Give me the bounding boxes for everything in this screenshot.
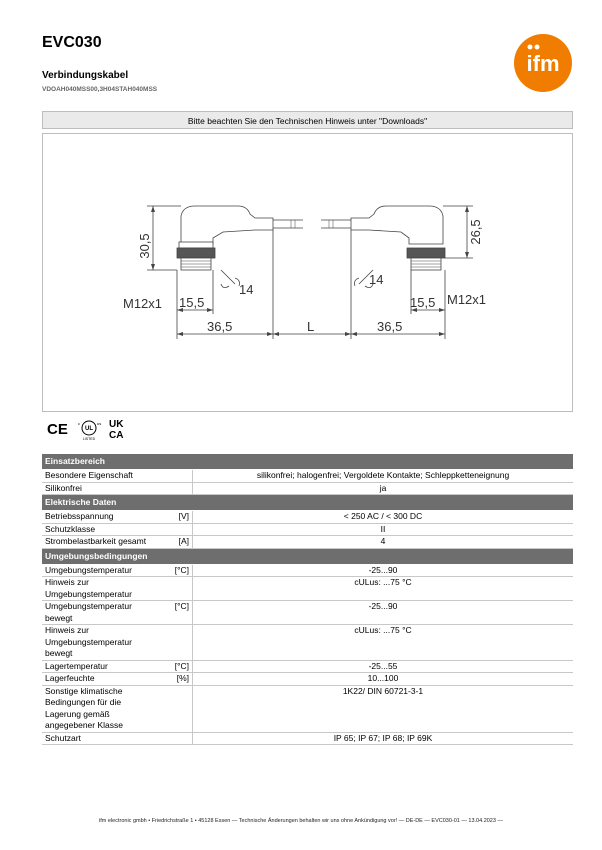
- row-value: cULus: ...75 °C: [193, 577, 574, 601]
- table-row: [42, 536, 573, 549]
- row-label: Umgebungstemperatur bewegt: [42, 601, 168, 625]
- wrench-left-label: 14: [239, 282, 254, 297]
- row-value: silikonfrei; halogenfrei; Vergoldete Kontakte; Schleppketteneignung: [193, 470, 574, 483]
- row-label: Umgebungstemperatur: [42, 564, 168, 577]
- ukca-mark-bottom: CA: [109, 430, 124, 441]
- row-value: -25...90: [193, 601, 574, 625]
- dim-left-height: 30,5: [137, 233, 152, 259]
- row-value: < 250 AC / < 300 DC: [193, 511, 574, 524]
- section-title: Elektrische Daten: [42, 495, 573, 511]
- section-header: [42, 548, 573, 564]
- row-unit: [%]: [168, 673, 193, 686]
- row-label: Schutzklasse: [42, 523, 168, 536]
- row-unit: [168, 482, 193, 495]
- row-value: 1K22/ DIN 60721-3-1: [193, 685, 574, 732]
- dim-right-small: 15,5: [410, 295, 436, 310]
- thread-left-label: M12x1: [123, 296, 163, 311]
- certification-marks: [45, 417, 135, 441]
- table-row: [42, 625, 573, 661]
- row-unit: [168, 685, 193, 732]
- row-value: 10...100: [193, 673, 574, 686]
- row-label: Lagerfeuchte: [42, 673, 168, 686]
- row-label: Betriebsspannung: [42, 511, 168, 524]
- ce-mark: CE: [47, 421, 68, 438]
- row-label: Strombelastbarkeit gesamt: [42, 536, 168, 549]
- wrench-right-label: 14: [369, 272, 384, 287]
- row-label: Sonstige klimatische Bedingungen für die Lagerung gemäß angegebener Klasse: [42, 685, 168, 732]
- notice-banner: Bitte beachten Sie den Technischen Hinweis unter "Downloads": [42, 111, 573, 129]
- table-row: [42, 673, 573, 686]
- svg-text:us: us: [97, 421, 102, 426]
- row-value: -25...90: [193, 564, 574, 577]
- row-label: Lagertemperatur: [42, 660, 168, 673]
- row-label: Hinweis zur Umgebungstemperatur bewegt: [42, 625, 168, 661]
- table-row: [42, 601, 573, 625]
- row-unit: [°C]: [168, 564, 193, 577]
- row-unit: [168, 625, 193, 661]
- row-label: Besondere Eigenschaft: [42, 470, 168, 483]
- row-value: -25...55: [193, 660, 574, 673]
- section-header: [42, 454, 573, 470]
- specification-table: [42, 454, 573, 745]
- row-unit: [A]: [168, 536, 193, 549]
- section-title: Umgebungsbedingungen: [42, 548, 573, 564]
- row-label: Silikonfrei: [42, 482, 168, 495]
- page-footer: ifm electronic gmbh • Friedrichstraße 1 • 45128 Essen — Technische Änderungen behalten wir uns ohne Ankündigung vor! — DE-DE — EVC030-01 — 13.04.2023 —: [99, 818, 503, 824]
- table-row: [42, 732, 573, 745]
- row-label: Hinweis zur Umgebungstemperatur: [42, 577, 168, 601]
- table-row: [42, 482, 573, 495]
- row-label: Schutzart: [42, 732, 168, 745]
- row-value: II: [193, 523, 574, 536]
- section-title: Einsatzbereich: [42, 454, 573, 470]
- row-value: IP 65; IP 67; IP 68; IP 69K: [193, 732, 574, 745]
- table-row: [42, 523, 573, 536]
- row-value: 4: [193, 536, 574, 549]
- svg-text:UL: UL: [85, 426, 93, 432]
- row-unit: [168, 577, 193, 601]
- table-row: [42, 564, 573, 577]
- row-value: ja: [193, 482, 574, 495]
- ifm-logo: [513, 33, 573, 93]
- dim-cable-length: L: [307, 319, 315, 334]
- thread-right-label: M12x1: [447, 292, 487, 307]
- product-title: EVC030: [42, 34, 102, 51]
- svg-text:LISTED: LISTED: [82, 437, 96, 441]
- section-header: [42, 495, 573, 511]
- logo-text: ifm: [526, 51, 560, 76]
- dim-left-small: 15,5: [179, 295, 205, 310]
- table-row: [42, 470, 573, 483]
- row-value: cULus: ...75 °C: [193, 625, 574, 661]
- table-row: [42, 685, 573, 732]
- row-unit: [°C]: [168, 660, 193, 673]
- table-row: [42, 511, 573, 524]
- ukca-mark-top: UK: [109, 419, 124, 430]
- row-unit: [168, 470, 193, 483]
- row-unit: [°C]: [168, 601, 193, 625]
- dimension-drawing: [42, 133, 573, 412]
- row-unit: [V]: [168, 511, 193, 524]
- row-unit: [168, 732, 193, 745]
- table-row: [42, 577, 573, 601]
- dim-right-length: 36,5: [377, 319, 403, 334]
- dim-right-height: 26,5: [468, 219, 483, 245]
- table-row: [42, 660, 573, 673]
- dim-left-length: 36,5: [207, 319, 233, 334]
- product-subtitle: Verbindungskabel: [42, 70, 129, 81]
- svg-text:c: c: [78, 421, 80, 426]
- product-codes: VDOAH040MSS00,3H04STAH040MSS: [42, 86, 158, 93]
- row-unit: [168, 523, 193, 536]
